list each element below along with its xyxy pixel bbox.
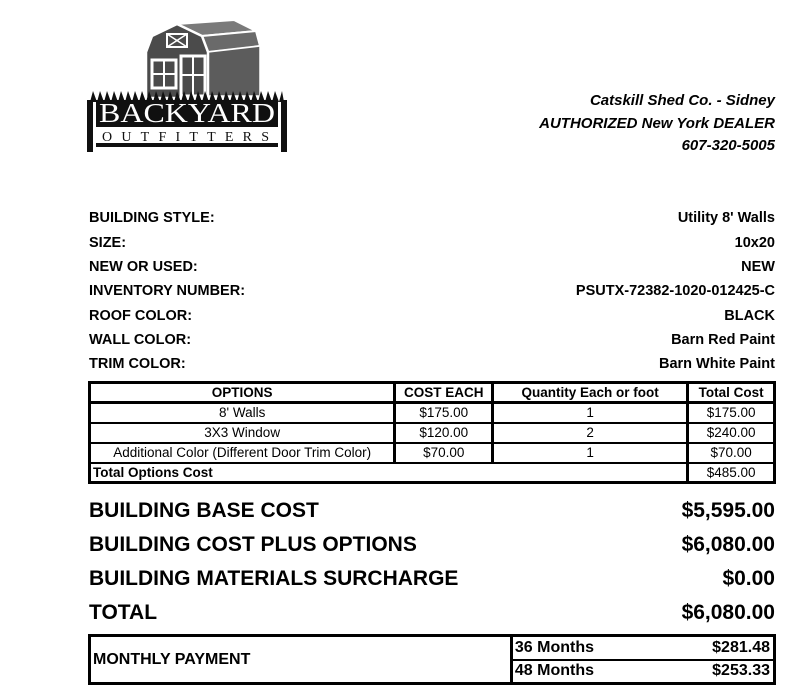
option-name: Additional Color (Different Door Trim Color) bbox=[90, 443, 395, 463]
options-header-row bbox=[90, 383, 775, 403]
detail-value: NEW bbox=[741, 258, 775, 275]
summary-value: $5,595.00 bbox=[681, 499, 775, 522]
plan-amount: $253.33 bbox=[712, 662, 770, 680]
plan-term: 36 Months bbox=[514, 638, 594, 656]
summary-value: $6,080.00 bbox=[681, 533, 775, 556]
detail-value: 10x20 bbox=[734, 234, 775, 251]
cost-summary bbox=[89, 494, 775, 630]
detail-label: WALL COLOR: bbox=[89, 331, 192, 348]
plan-amount: $281.48 bbox=[712, 638, 770, 656]
option-quantity: 2 bbox=[493, 423, 688, 443]
summary-row-base-cost bbox=[89, 494, 775, 528]
dealer-phone: 607-320-5005 bbox=[681, 137, 775, 154]
options-header-options: OPTIONS bbox=[90, 383, 395, 403]
detail-label: INVENTORY NUMBER: bbox=[89, 283, 246, 300]
option-cost-each: $120.00 bbox=[395, 423, 493, 443]
detail-value: Barn White Paint bbox=[658, 356, 775, 373]
options-total-row bbox=[90, 463, 775, 483]
options-header-cost-each: COST EACH bbox=[395, 383, 493, 403]
monthly-plan-cell bbox=[511, 660, 774, 684]
options-table bbox=[88, 381, 776, 484]
option-quantity: 1 bbox=[493, 443, 688, 463]
monthly-plan-cell bbox=[511, 636, 774, 660]
gable-vent-icon bbox=[167, 34, 187, 47]
detail-row bbox=[89, 206, 775, 230]
detail-value: PSUTX-72382-1020-012425-C bbox=[575, 283, 775, 300]
detail-label: ROOF COLOR: bbox=[89, 307, 193, 324]
option-name: 8' Walls bbox=[90, 403, 395, 423]
detail-row bbox=[89, 303, 775, 327]
option-row bbox=[90, 403, 775, 423]
summary-row-materials-surcharge bbox=[89, 562, 775, 596]
detail-row bbox=[89, 230, 775, 254]
option-name: 3X3 Window bbox=[90, 423, 395, 443]
barn-shed-icon bbox=[146, 20, 260, 98]
option-row bbox=[90, 423, 775, 443]
summary-label: BUILDING MATERIALS SURCHARGE bbox=[89, 567, 459, 590]
detail-row bbox=[89, 352, 775, 376]
logo-graphic bbox=[86, 12, 288, 154]
options-total-value: $485.00 bbox=[688, 463, 775, 483]
detail-label: TRIM COLOR: bbox=[89, 356, 186, 373]
detail-row bbox=[89, 328, 775, 352]
detail-value: Utility 8' Walls bbox=[677, 210, 775, 227]
options-total-label: Total Options Cost bbox=[90, 463, 688, 483]
summary-row-total bbox=[89, 596, 775, 630]
summary-label: TOTAL bbox=[89, 601, 158, 624]
dealer-name: Catskill Shed Co. - Sidney bbox=[589, 92, 775, 109]
summary-row-cost-plus-options bbox=[89, 528, 775, 562]
detail-row bbox=[89, 255, 775, 279]
detail-label: BUILDING STYLE: bbox=[89, 210, 215, 227]
option-total: $175.00 bbox=[688, 403, 775, 423]
option-total: $240.00 bbox=[688, 423, 775, 443]
options-header-total-cost: Total Cost bbox=[688, 383, 775, 403]
logo-wordmark-backyard: BACKYARD bbox=[99, 98, 275, 128]
detail-row bbox=[89, 279, 775, 303]
option-cost-each: $175.00 bbox=[395, 403, 493, 423]
option-cost-each: $70.00 bbox=[395, 443, 493, 463]
logo-right-post bbox=[281, 100, 287, 152]
options-header-quantity: Quantity Each or foot bbox=[493, 383, 688, 403]
option-row bbox=[90, 443, 775, 463]
monthly-payment-label: MONTHLY PAYMENT bbox=[90, 636, 512, 684]
building-details bbox=[89, 206, 775, 376]
detail-value: Barn Red Paint bbox=[671, 331, 775, 348]
summary-label: BUILDING COST PLUS OPTIONS bbox=[89, 533, 417, 556]
dealer-authorized-line: AUTHORIZED New York DEALER bbox=[539, 114, 775, 132]
detail-label: SIZE: bbox=[89, 234, 127, 251]
summary-value: $0.00 bbox=[722, 567, 775, 590]
detail-value: BLACK bbox=[724, 307, 775, 324]
summary-value: $6,080.00 bbox=[681, 601, 775, 624]
plan-term: 48 Months bbox=[514, 662, 594, 680]
logo-left-post bbox=[87, 100, 93, 152]
summary-label: BUILDING BASE COST bbox=[89, 499, 319, 522]
option-quantity: 1 bbox=[493, 403, 688, 423]
monthly-payment-table bbox=[88, 634, 776, 685]
backyard-outfitters-logo bbox=[86, 12, 288, 154]
option-total: $70.00 bbox=[688, 443, 775, 463]
logo-wordmark-outfitters: OUTFITTERS bbox=[102, 130, 272, 145]
detail-label: NEW OR USED: bbox=[89, 258, 198, 275]
monthly-payment-row bbox=[90, 636, 775, 660]
dealer-info bbox=[539, 90, 775, 158]
